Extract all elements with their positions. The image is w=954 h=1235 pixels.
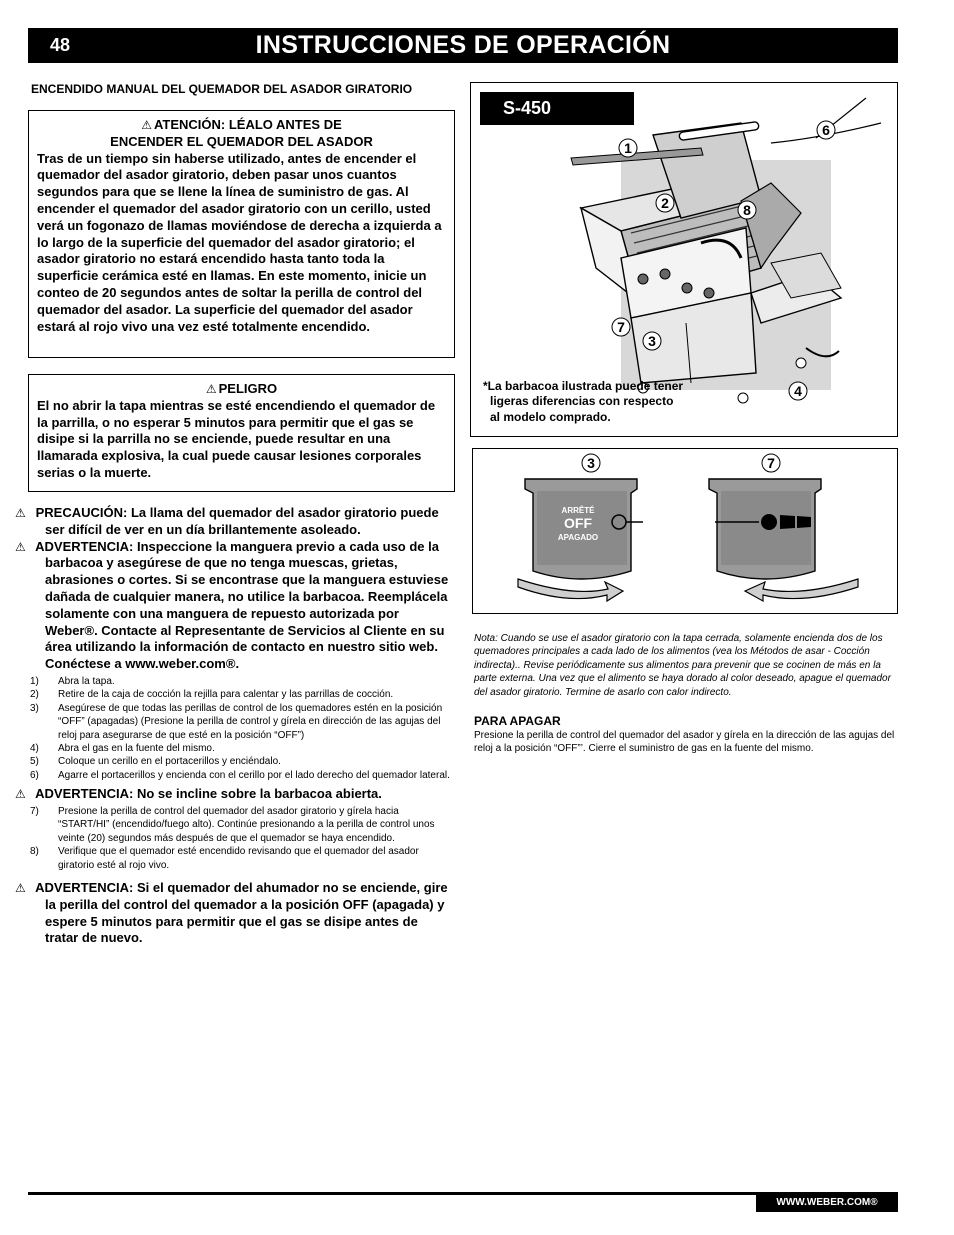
page-header (28, 28, 898, 63)
instructions-column (15, 505, 452, 947)
danger-box (28, 374, 455, 492)
danger-body: El no abrir la tapa mientras se esté encendiendo el quemador de la parrilla, o no esperar 5 minutos para permitir que el gas se disipe si la parrilla no se enciende, puede resultar en una llamarada explosiva, la cual puede causar lesiones corporales serias o la muerte. (37, 397, 436, 480)
attention-box (28, 110, 455, 358)
section-title: ENCENDIDO MANUAL DEL QUEMADOR DEL ASADOR GIRATORIO (31, 82, 413, 96)
svg-text:2: 2 (661, 195, 669, 211)
svg-text:1: 1 (624, 140, 632, 156)
warning-triangle-icon: ⚠ (205, 382, 217, 396)
para-apagar-body: Presione la perilla de control del quemador del asador y gírela en la dirección de las agujas del reloj a la posición “OFF”’. Cierre el suministro de gas en la fuente del mismo. (474, 730, 895, 755)
warning-smoker-paragraph: ⚠ ADVERTENCIA: Si el quemador del ahumador no se enciende, gire la perilla del control del quemador a la posición OFF (apagada) y espere 5 minutos para permitir que el gas se disipe antes de tratar de nuevo. (15, 880, 448, 946)
para-apagar-heading: PARA APAGAR (474, 714, 561, 728)
danger-heading: ⚠ PELIGRO (205, 381, 278, 396)
steps-list-b (30, 805, 452, 872)
callout-3: 3 (587, 455, 595, 471)
page-title: INSTRUCCIONES DE OPERACIÓN (255, 31, 671, 59)
list-item: 5) Coloque un cerillo en el portacerillos y enciéndalo. (30, 756, 281, 768)
grill-figure (470, 82, 898, 437)
list-item: 8) Verifique que el quemador esté encendido revisando que el quemador del asador giratorio esté al rojo vivo. (30, 846, 419, 871)
list-item: 2) Retire de la caja de cocción la rejilla para calentar y las parrillas de cocción. (30, 689, 394, 701)
caution-paragraph: ⚠ PRECAUCIÓN: La llama del quemador del asador giratorio puede ser difícil de ver en un día brillantemente asoleado. (15, 505, 439, 537)
attention-body: Tras de un tiempo sin haberse utilizado, antes de encender el quemador del asador giratorio, deben pasar unos cuantos segundos para que se llene la línea de suministro de gas. Al encender el quemador del asador giratorio con un cerillo, usted verá un fogonazo de llamas moviéndose de derecha a izquierda a lo largo de la superficie del quemador del asador giratorio; el asador giratorio no estará encendido hasta tanto toda la superficie cerámica esté en llamas. En este momento, inicie un conteo de 20 segundos antes de soltar la perilla de control del quemador del asador. La superficie del quemador del asador estará al rojo vivo una vez esté totalmente encendido. (37, 150, 442, 334)
list-item: 6) Agarre el portacerillos y encienda con el cerillo por el lado derecho del quemador lateral. (30, 769, 450, 781)
knob-illustration (473, 449, 897, 613)
knob-text-top: ARRÊTÉ (561, 506, 595, 515)
svg-text:8: 8 (743, 202, 751, 218)
attention-heading-line2: ENCENDER EL QUEMADOR DEL ASADOR (110, 133, 373, 149)
warning-lean-paragraph: ⚠ ADVERTENCIA: No se incline sobre la barbacoa abierta. (15, 786, 382, 802)
list-item: 1) Abra la tapa. (30, 675, 115, 687)
footer-url: WWW.WEBER.COM® (756, 1194, 898, 1212)
warning-hose-paragraph: ⚠ ADVERTENCIA: Inspeccione la manguera previo a cada uso de la barbacoa y asegúrese de que no tenga muescas, grietas, abrasiones o cortes. Si se encontrase que la manguera estuviese dañada de cualquier manera, no utilice la barbacoa. Reemplácela solamente con una manguera de repuesto autorizada por Weber®. Contacte al Representante de Servicios al Cliente en su área utilizando la información de contacto en nuestro sitio web. Conéctese a www.weber.com®. (15, 538, 449, 672)
attention-heading: ⚠ ATENCIÓN: LÉALO ANTES DE (141, 117, 342, 132)
steps-list-a (30, 675, 452, 782)
svg-text:6: 6 (822, 122, 830, 138)
svg-text:7: 7 (617, 319, 625, 335)
page-number: 48 (50, 35, 71, 55)
list-item: 4) Abra el gas en la fuente del mismo. (30, 743, 215, 754)
svg-text:4: 4 (794, 383, 802, 399)
callout-7: 7 (767, 455, 775, 471)
knob-figure (472, 448, 898, 614)
list-item: 7) Presione la perilla de control del quemador del asador giratorio y gírela hacia “START/HI” (encendido/fuego alto). Continúe presionando a la perilla de control unos veinte (20) segundos más después de que el quemador se haya encendido. (30, 806, 435, 844)
knob-text-bottom: APAGADO (557, 533, 599, 542)
warning-triangle-icon: ⚠ (141, 118, 152, 132)
figure-caption: *La barbacoa ilustrada puede tener ligeras diferencias con respecto al modelo comprado. (483, 379, 684, 424)
rotisserie-note: Nota: Cuando se use el asador giratorio con la tapa cerrada, solamente encienda dos de los quemadores principales a cada lado de los alimentos (vea los Métodos de asar - Cocción indirecta).. Revise periódicamente sus alimentos para prevenir que se cocinen de más en la parte externa. Una vez que el alimento se haya dorado al color deseado, apague el quemador del asador giratorio. Termine de asarlo con calor indirecto. (474, 633, 891, 698)
knob-text-off: OFF (564, 515, 592, 531)
svg-text:3: 3 (648, 333, 656, 349)
model-label: S-450 (480, 92, 634, 125)
list-item: 3) Asegúrese de que todas las perillas de control de los quemadores estén en la posición “OFF” (apagadas) (Presione la perilla de control y gírela en dirección de las agujas del reloj para asegurarse de que esté en la posición “OFF”) (30, 702, 443, 741)
